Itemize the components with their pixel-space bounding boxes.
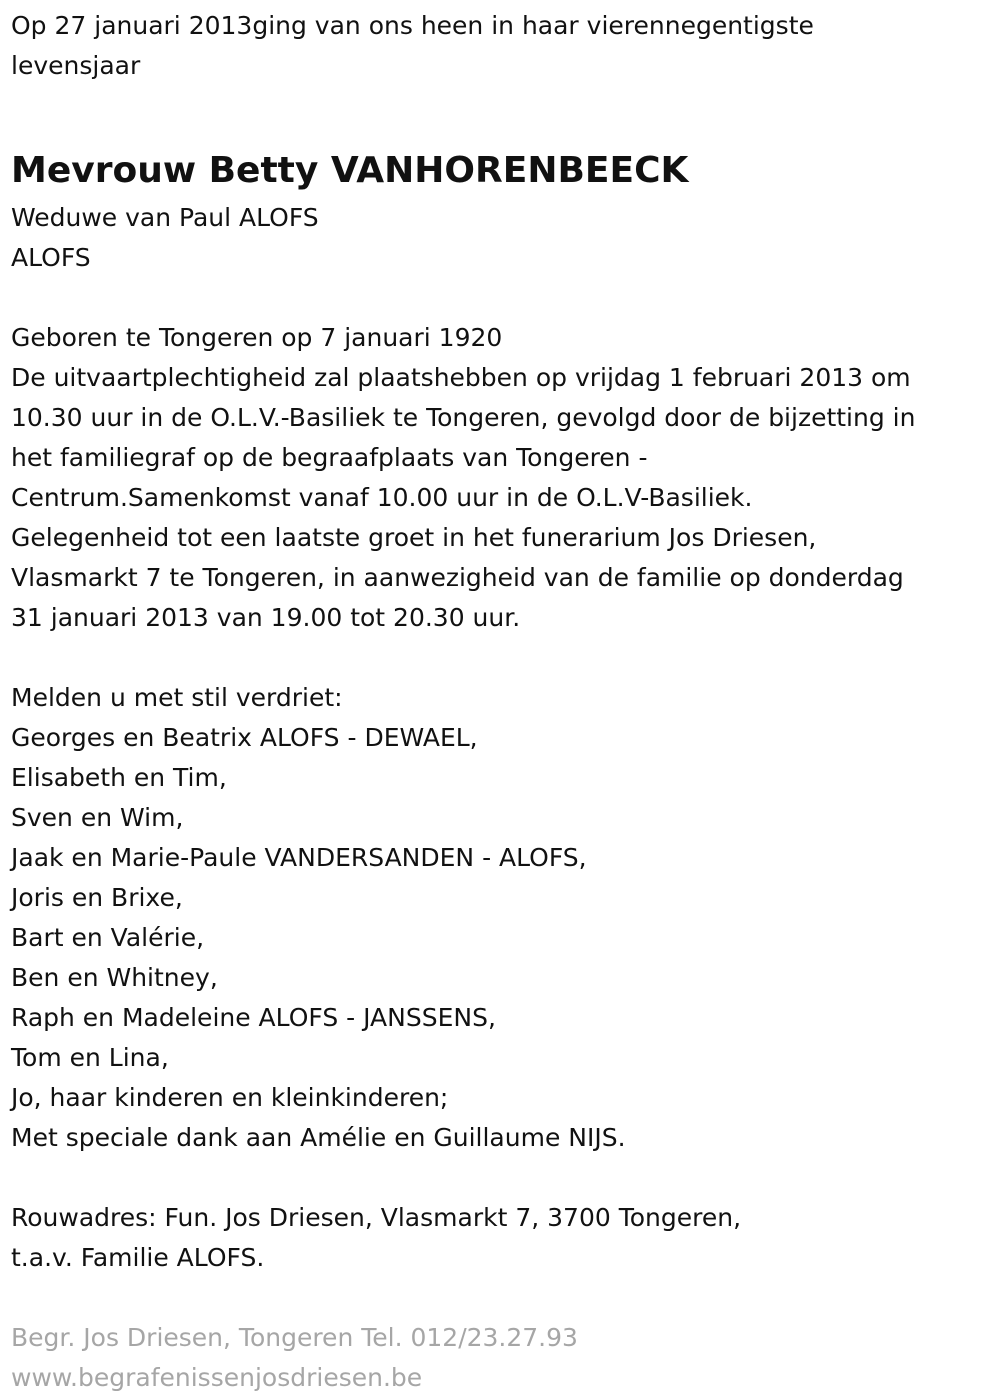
spacer (11, 1158, 986, 1198)
details-line: Geboren te Tongeren op 7 januari 1920 (11, 323, 503, 352)
details-line: 31 januari 2013 van 19.00 tot 20.30 uur. (11, 603, 521, 632)
mourner-entry: Bart en Valérie, (11, 923, 205, 952)
obituary-notice (11, 6, 986, 1398)
mourners-list (11, 678, 986, 1158)
details-line: 10.30 uur in de O.L.V.-Basiliek te Tongeren, gevolgd door de bijzetting in (11, 403, 916, 432)
spouse-line: Weduwe van Paul ALOFS (11, 203, 319, 232)
mourner-entry: Elisabeth en Tim, (11, 763, 227, 792)
details-line: Gelegenheid tot een laatste groet in het funerarium Jos Driesen, (11, 523, 817, 552)
details-line: Vlasmarkt 7 te Tongeren, in aanwezigheid van de familie op donderdag (11, 563, 904, 592)
family-name-line: ALOFS (11, 243, 91, 272)
mourner-entry: Sven en Wim, (11, 803, 184, 832)
spacer (11, 638, 986, 678)
details-line: het familiegraf op de begraafplaats van Tongeren - (11, 443, 648, 472)
mourner-entry: Jaak en Marie-Paule VANDERSANDEN - ALOFS, (11, 843, 587, 872)
mourner-entry: Jo, haar kinderen en kleinkinderen; (11, 1083, 449, 1112)
details-line: Centrum.Samenkomst vanaf 10.00 uur in de O.L.V-Basiliek. (11, 483, 753, 512)
funeral-details (11, 318, 986, 638)
funeral-home-contact: Begr. Jos Driesen, Tongeren Tel. 012/23.27.93 (11, 1323, 578, 1352)
mourner-entry: Joris en Brixe, (11, 883, 183, 912)
mourner-entry: Georges en Beatrix ALOFS - DEWAEL, (11, 723, 478, 752)
intro-line-2: levensjaar (11, 51, 141, 80)
funeral-home-website[interactable]: www.begrafenissenjosdriesen.be (11, 1363, 423, 1392)
details-line: De uitvaartplechtigheid zal plaatshebben op vrijdag 1 februari 2013 om (11, 363, 911, 392)
mourning-address (11, 1198, 986, 1278)
mourner-entry: Met speciale dank aan Amélie en Guillaume NIJS. (11, 1123, 626, 1152)
spacer (11, 278, 986, 318)
address-line-2: t.a.v. Familie ALOFS. (11, 1243, 265, 1272)
funeral-home-footer (11, 1318, 986, 1398)
intro-line-1: Op 27 januari 2013ging van ons heen in haar vierennegentigste (11, 11, 814, 40)
mourners-heading: Melden u met stil verdriet: (11, 683, 343, 712)
mourner-entry: Raph en Madeleine ALOFS - JANSSENS, (11, 1003, 496, 1032)
mourner-entry: Tom en Lina, (11, 1043, 169, 1072)
deceased-name: Mevrouw Betty VANHORENBEECK (11, 150, 689, 191)
address-line-1: Rouwadres: Fun. Jos Driesen, Vlasmarkt 7, 3700 Tongeren, (11, 1203, 742, 1232)
mourner-entry: Ben en Whitney, (11, 963, 218, 992)
